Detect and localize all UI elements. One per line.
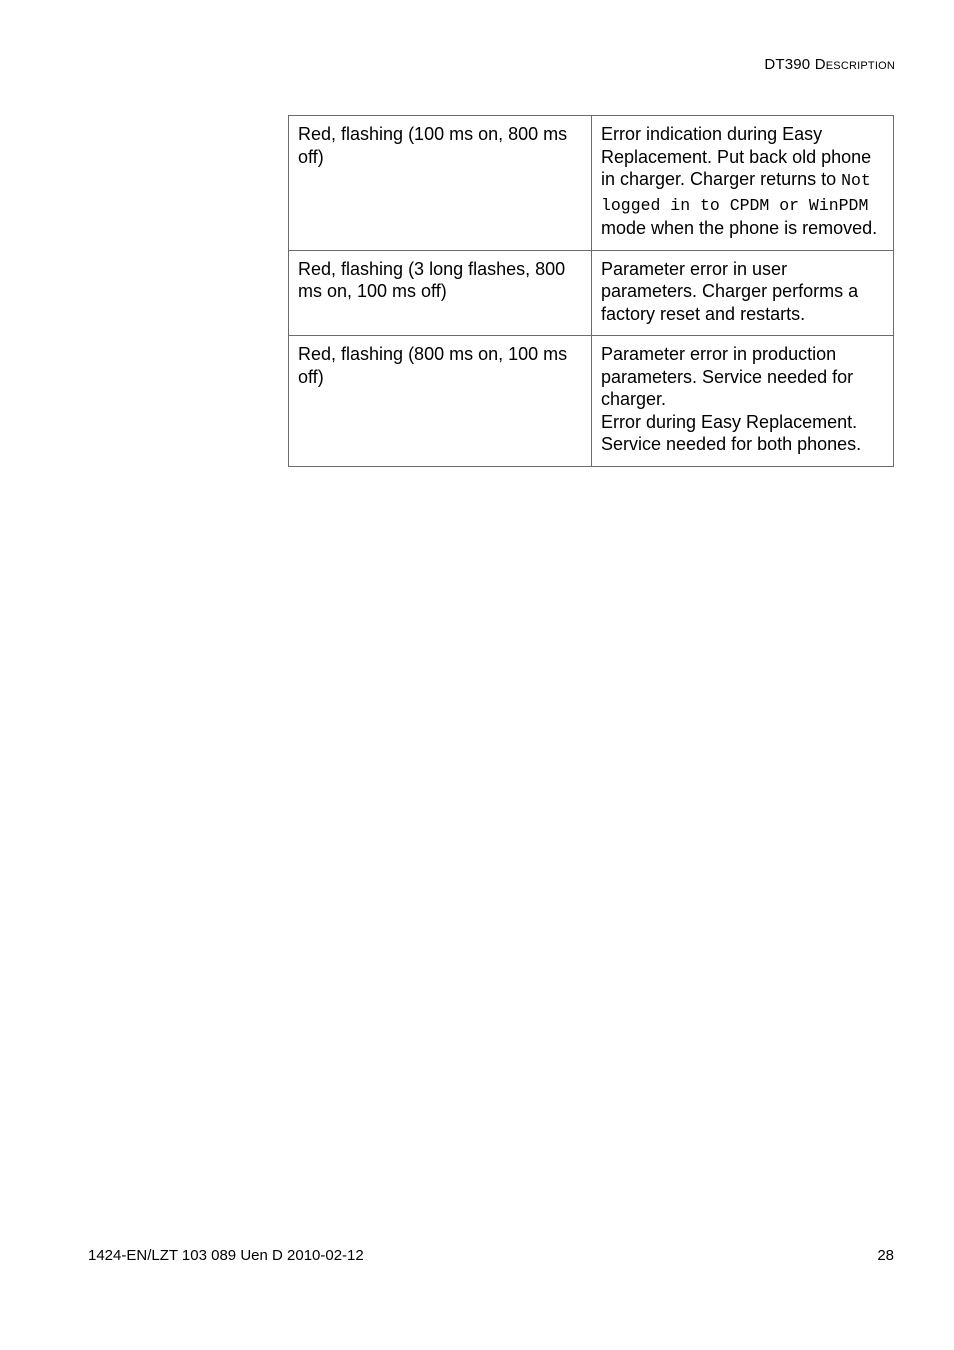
header-title-rest: ESCRIPTION bbox=[825, 60, 895, 72]
description-cell bbox=[592, 336, 894, 467]
description-line: Parameter error in production parameters. Service needed for charger. bbox=[601, 344, 854, 409]
indication-cell: Red, flashing (100 ms on, 800 ms off) bbox=[289, 116, 592, 251]
indication-cell: Red, flashing (3 long flashes, 800 ms on, 100 ms off) bbox=[289, 250, 592, 336]
description-text: mode when the phone is removed. bbox=[601, 218, 878, 238]
header-doc-code: DT390 bbox=[764, 56, 815, 73]
description-text: Error indication during Easy Replacement. Put back old phone in charger. Charger returns to bbox=[601, 124, 872, 189]
description-cell bbox=[592, 116, 894, 251]
description-line: Error during Easy Replacement. Service needed for both phones. bbox=[601, 411, 862, 454]
header-title-initial: D bbox=[814, 56, 826, 73]
table-row bbox=[289, 336, 894, 467]
table-row bbox=[289, 250, 894, 336]
running-header bbox=[764, 56, 895, 73]
table-row bbox=[289, 116, 894, 251]
description-cell: Parameter error in user parameters. Charger performs a factory reset and restarts. bbox=[592, 250, 894, 336]
indication-cell: Red, flashing (800 ms on, 100 ms off) bbox=[289, 336, 592, 467]
page-number: 28 bbox=[877, 1247, 894, 1264]
mode-code-text: Not logged in to CPDM or WinPDM bbox=[601, 171, 871, 215]
footer-doc-reference: 1424-EN/LZT 103 089 Uen D 2010-02-12 bbox=[88, 1247, 364, 1264]
led-status-table bbox=[288, 115, 894, 467]
